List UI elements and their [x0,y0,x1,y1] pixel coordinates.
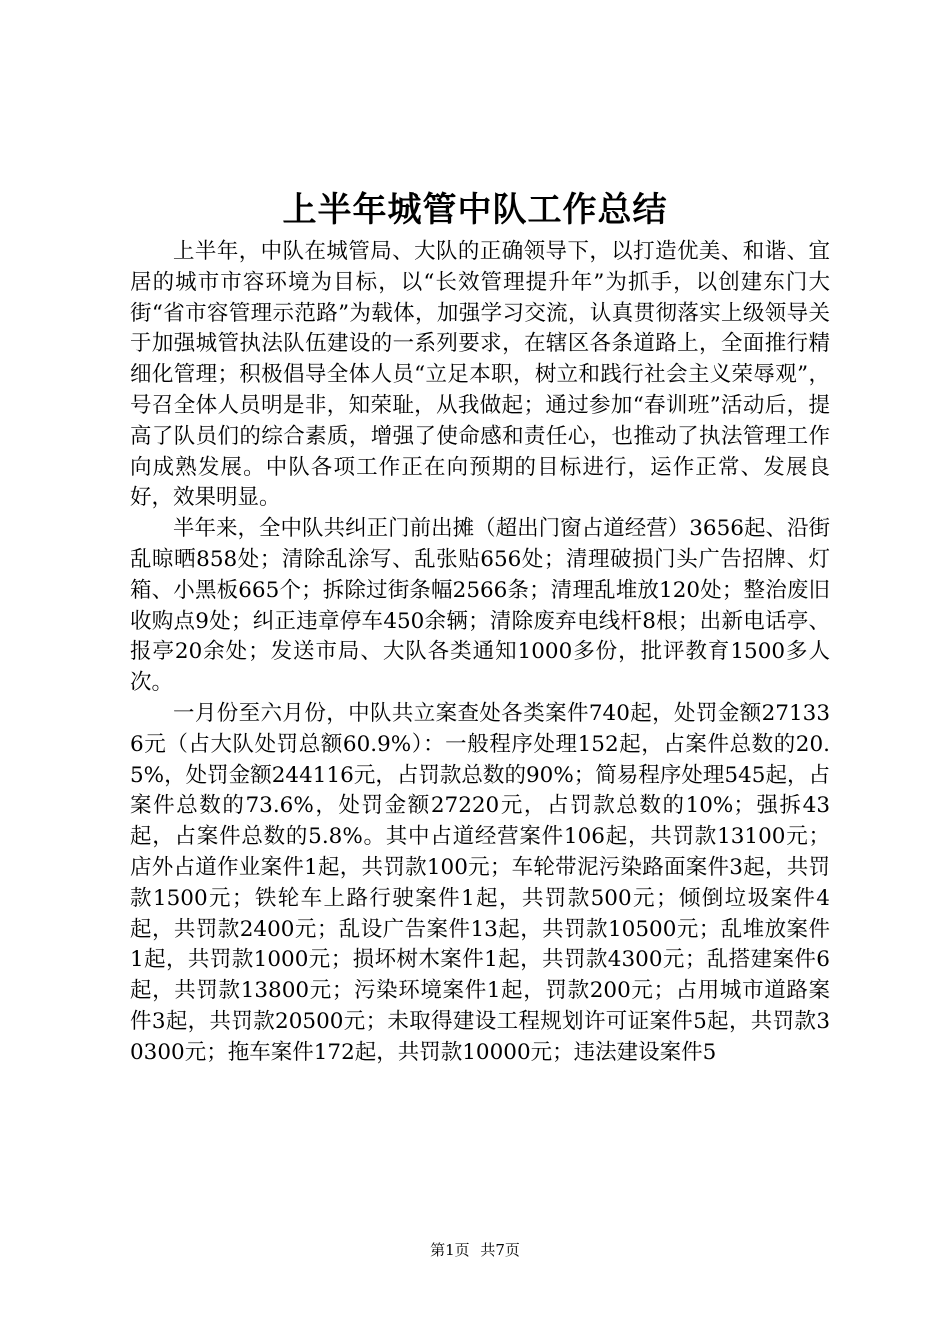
document-title: 上半年城管中队工作总结 [282,190,668,230]
page-total: 共7页 [480,1241,520,1259]
paragraph-intro: 上半年，中队在城管局、大队的正确领导下，以打造优美、和谐、宜居的城市市容环境为目标，以“长效管理提升年”为抓手，以创建东门大街“省市容管理示范路”为载体，加强学习交流，认真贯彻落实上级领导关于加强城管执法队伍建设的一系列要求，在辖区各条道路上，全面推行精细化管理；积极倡导全体人员“立足本职，树立和践行社会主义荣辱观”，号召全体人员明是非，知荣耻，从我做起；通过参加“春训班”活动后，提高了队员们的综合素质，增强了使命感和责任心，也推动了执法管理工作向成熟发展。中队各项工作正在向预期的目标进行，运作正常、发展良好，效果明显。 [130,239,830,511]
page-footer [0,1240,950,1260]
page-number: 第1页 [430,1241,470,1259]
paragraph-statistics: 半年来，全中队共纠正门前出摊（超出门窗占道经营）3656起、沿街乱晾晒858处；清除乱涂写、乱张贴656处；清理破损门头广告招牌、灯箱、小黑板665个；拆除过街条幅2566条；清理乱堆放120处；整治废旧收购点9处；纠正违章停车450余辆；清除废弃电线杆8根；出新电话亭、报亭20余处；发送市局、大队各类通知1000多份，批评教育1500多人次。 [130,516,830,696]
document-body [130,237,830,1069]
paragraph-cases: 一月份至六月份，中队共立案查处各类案件740起，处罚金额271336元（占大队处罚总额60.9%）：一般程序处理152起，占案件总数的20.5%，处罚金额244116元，占罚款总数的90%；简易程序处理545起，占案件总数的73.6%，处罚金额27220元，占罚款总数的10%；强拆43起，占案件总数的5.8%。其中占道经营案件106起，共罚款13100元；店外占道作业案件1起，共罚款100元；车轮带泥污染路面案件3起，共罚款1500元；铁轮车上路行驶案件1起，共罚款500元；倾倒垃圾案件4起，共罚款2400元；乱设广告案件13起，共罚款10500元；乱堆放案件1起，共罚款1000元；损坏树木案件1起，共罚款4300元；乱搭建案件6起，共罚款13800元；污染环境案件1起，罚款200元；占用城市道路案件3起，共罚款20500元；未取得建设工程规划许可证案件5起，共罚款30300元；拖车案件172起，共罚款10000元；违法建设案件5 [130,700,830,1065]
